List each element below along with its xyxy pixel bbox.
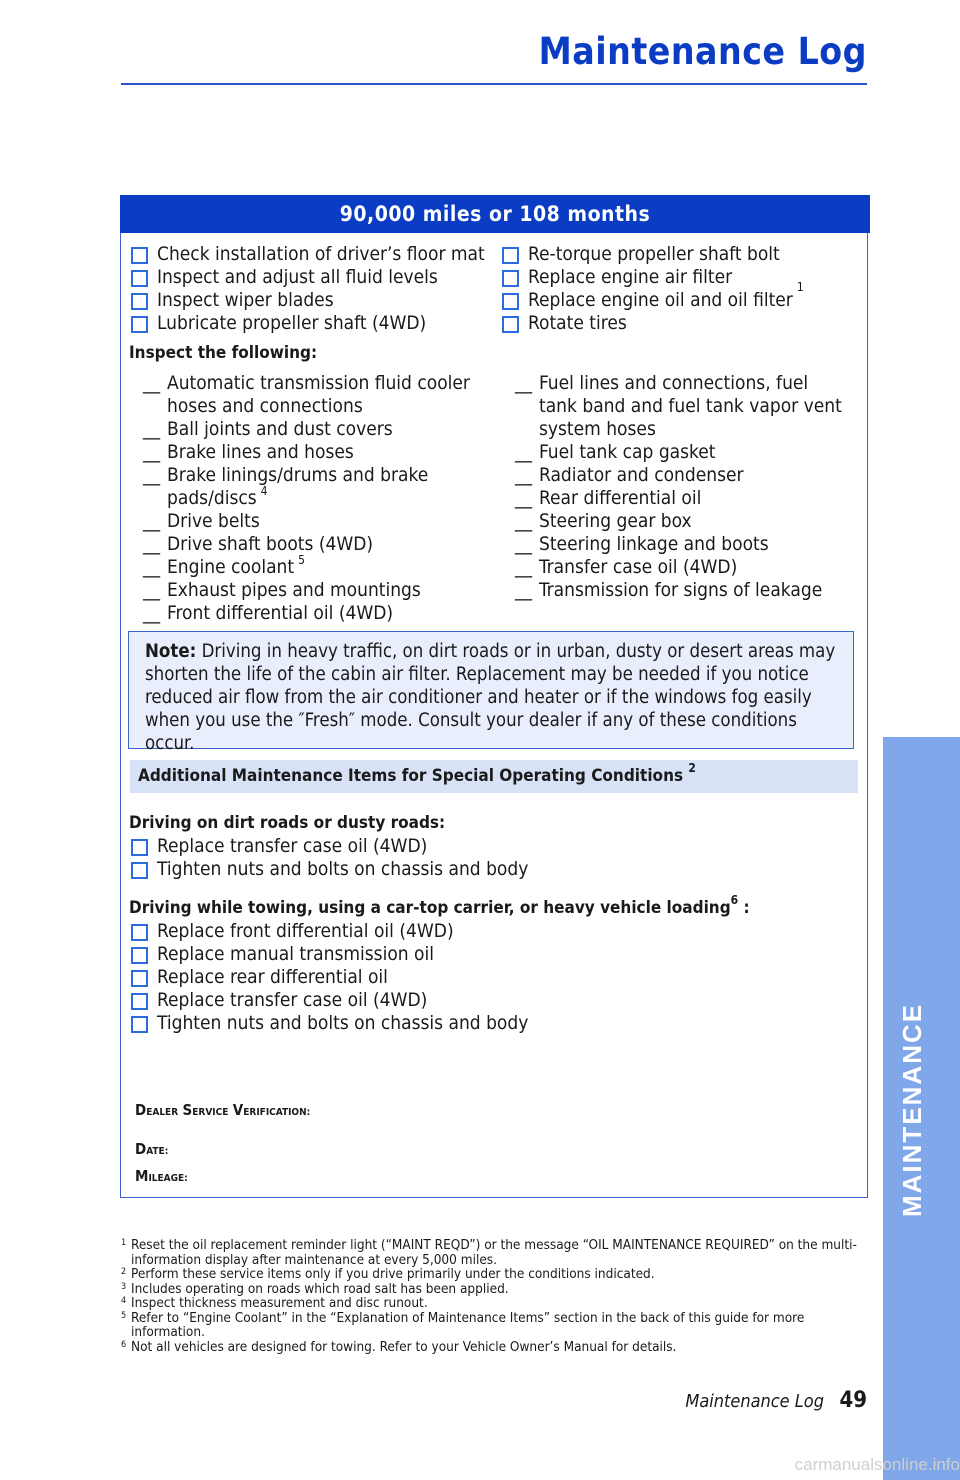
inspect-item-blank[interactable]: __ bbox=[143, 533, 161, 555]
note-box bbox=[128, 631, 854, 754]
inspect-item-text bbox=[539, 510, 850, 533]
inspect-item-text bbox=[167, 579, 473, 602]
inspect-item-label: Ball joints and dust covers bbox=[167, 418, 393, 440]
page-number: 49 bbox=[839, 1388, 867, 1413]
footnote-ref: 4 bbox=[260, 483, 268, 498]
note-label: Note: bbox=[145, 641, 197, 662]
inspect-item-blank[interactable]: __ bbox=[515, 579, 533, 601]
footnote-text: Reset the oil replacement reminder light (“MAINT REQD”) or the message “OIL MAINTENANCE REQUIRED” on the multi-information display after maintenance at every 5,000 miles. bbox=[131, 1237, 857, 1268]
inspect-item bbox=[143, 510, 473, 533]
footnote-number: 5 bbox=[121, 1310, 127, 1321]
inspect-item-label: Fuel lines and connections, fuel tank band and fuel tank vapor vent system hoses bbox=[539, 372, 842, 440]
inspect-item bbox=[515, 487, 850, 510]
inspect-item-blank[interactable]: __ bbox=[143, 579, 161, 601]
checklist-left bbox=[130, 243, 485, 335]
inspect-item-text bbox=[539, 441, 850, 464]
inspect-item bbox=[515, 441, 850, 464]
inspect-item-text bbox=[167, 602, 473, 625]
checklist-item-label: Replace transfer case oil (4WD) bbox=[157, 989, 428, 1011]
inspect-item-label: Automatic transmission fluid cooler hoses and connections bbox=[167, 372, 470, 417]
checklist-item-label: Replace transfer case oil (4WD) bbox=[157, 835, 428, 857]
checklist-item bbox=[130, 1012, 528, 1035]
footnote-text: Includes operating on roads which road salt has been applied. bbox=[131, 1280, 509, 1297]
inspect-item bbox=[143, 372, 473, 418]
inspect-item-text bbox=[167, 372, 473, 418]
inspect-item bbox=[143, 533, 473, 556]
checklist-item bbox=[130, 920, 528, 943]
dealer-verification-block bbox=[135, 1100, 310, 1189]
checklist-item-label: Replace engine oil and oil filter bbox=[528, 289, 793, 311]
title-divider bbox=[121, 83, 867, 85]
footnote-number: 4 bbox=[121, 1296, 127, 1306]
inspect-item-text bbox=[167, 464, 473, 510]
inspect-item-blank[interactable]: __ bbox=[515, 464, 533, 486]
inspect-item-label: Exhaust pipes and mountings bbox=[167, 579, 421, 601]
inspect-item-label: Fuel tank cap gasket bbox=[539, 441, 716, 463]
footnote-text: Perform these service items only if you drive primarily under the conditions indicated. bbox=[131, 1266, 655, 1282]
inspect-item-blank[interactable]: __ bbox=[143, 510, 161, 532]
checkbox[interactable] bbox=[131, 293, 148, 310]
checkbox[interactable] bbox=[131, 1016, 148, 1033]
inspect-item-blank[interactable]: __ bbox=[143, 464, 161, 486]
checkbox[interactable] bbox=[131, 862, 148, 879]
inspect-item-blank[interactable]: __ bbox=[515, 441, 533, 463]
checkbox[interactable] bbox=[502, 316, 519, 333]
footnote-number: 3 bbox=[121, 1281, 127, 1292]
inspect-item-label: Transmission for signs of leakage bbox=[539, 579, 823, 601]
inspect-item bbox=[143, 579, 473, 602]
date-label: DATE: bbox=[135, 1140, 169, 1158]
inspect-item-blank[interactable]: __ bbox=[515, 556, 533, 578]
checklist-item-label: Tighten nuts and bolts on chassis and body bbox=[157, 1012, 529, 1034]
inspect-item-label: Brake lines and hoses bbox=[167, 441, 354, 463]
checklist-item bbox=[130, 966, 528, 989]
side-section-tab-label: MAINTENANCE bbox=[897, 1002, 927, 1218]
checkbox[interactable] bbox=[131, 993, 148, 1010]
condition-items bbox=[130, 920, 528, 1035]
inspect-item-text bbox=[539, 579, 850, 602]
inspect-item bbox=[143, 552, 473, 579]
page-title: Maintenance Log bbox=[538, 30, 867, 73]
checklist-item bbox=[130, 989, 528, 1012]
additional-maintenance-heading bbox=[130, 760, 858, 793]
condition-items bbox=[130, 835, 528, 881]
inspect-item bbox=[143, 464, 473, 510]
checkbox[interactable] bbox=[131, 270, 148, 287]
inspect-item-label: Front differential oil (4WD) bbox=[167, 602, 394, 624]
condition-heading-text: Driving on dirt roads or dusty roads: bbox=[129, 813, 446, 833]
inspect-item-text bbox=[167, 552, 473, 579]
inspect-item-label: Rear differential oil bbox=[539, 487, 702, 509]
condition-heading bbox=[129, 893, 750, 918]
footnote bbox=[121, 1238, 863, 1267]
checklist-right bbox=[501, 243, 804, 335]
additional-footnote-ref: 2 bbox=[688, 761, 696, 776]
checklist-item bbox=[130, 266, 485, 289]
inspect-item bbox=[143, 418, 473, 441]
interval-header: 90,000 miles or 108 months bbox=[120, 195, 870, 233]
inspect-item-text bbox=[167, 441, 473, 464]
inspect-item-label: Transfer case oil (4WD) bbox=[539, 556, 738, 578]
checkbox[interactable] bbox=[131, 839, 148, 856]
footnote-text: Refer to “Engine Coolant” in the “Explanation of Maintenance Items” section in the back of this guide for more information. bbox=[131, 1309, 805, 1340]
condition-heading-suffix: : bbox=[738, 898, 750, 918]
inspect-item-label: Steering gear box bbox=[539, 510, 692, 532]
inspect-item-text bbox=[539, 533, 850, 556]
inspect-item bbox=[143, 602, 473, 625]
inspect-item-label: Brake linings/drums and brake pads/discs bbox=[167, 464, 429, 509]
checklist-item-label: Replace front differential oil (4WD) bbox=[157, 920, 454, 942]
additional-title: Additional Maintenance Items for Special Operating Conditions bbox=[138, 766, 684, 786]
footnote-number: 6 bbox=[121, 1339, 127, 1350]
checklist-item-label: Tighten nuts and bolts on chassis and body bbox=[157, 858, 529, 880]
inspect-item-text bbox=[539, 556, 850, 579]
checklist-item-label: Replace manual transmission oil bbox=[157, 943, 434, 965]
checklist-item-label: Inspect and adjust all fluid levels bbox=[157, 266, 438, 288]
footer-section-label: Maintenance Log bbox=[685, 1391, 824, 1412]
inspect-list-left bbox=[143, 372, 473, 625]
checklist-item-label: Inspect wiper blades bbox=[157, 289, 334, 311]
inspect-item-blank[interactable]: __ bbox=[143, 372, 161, 394]
inspect-item-blank[interactable]: __ bbox=[515, 533, 533, 555]
inspect-item bbox=[515, 533, 850, 556]
checklist-item-label: Replace engine air filter bbox=[528, 266, 733, 288]
inspect-item-label: Drive shaft boots (4WD) bbox=[167, 533, 374, 555]
inspect-item-label: Radiator and condenser bbox=[539, 464, 744, 486]
footnote-number: 1 bbox=[121, 1238, 127, 1248]
inspect-item bbox=[515, 464, 850, 487]
checklist-item-label: Replace rear differential oil bbox=[157, 966, 388, 988]
inspect-item-text bbox=[539, 464, 850, 487]
checklist-item bbox=[130, 858, 528, 881]
checklist-item: Replace engine oil and oil filter $^1$ bbox=[501, 289, 804, 312]
footnote bbox=[121, 1296, 863, 1311]
inspect-item bbox=[515, 579, 850, 602]
dealer-service-verification-label: DEALER SERVICE VERIFICATION: bbox=[135, 1101, 311, 1119]
checklist-item-label: Rotate tires bbox=[528, 312, 627, 334]
inspect-item-text bbox=[539, 487, 850, 510]
checkbox[interactable] bbox=[502, 247, 519, 264]
inspect-list-right bbox=[515, 372, 850, 602]
checklist-item bbox=[130, 312, 485, 335]
inspect-item-label: Drive belts bbox=[167, 510, 260, 532]
footnote-ref: 5 bbox=[298, 552, 305, 567]
inspect-item bbox=[515, 556, 850, 579]
footnote-ref: 6 bbox=[730, 893, 739, 908]
inspect-item-text bbox=[167, 418, 473, 441]
inspect-item-label: Engine coolant bbox=[167, 556, 295, 578]
checklist-item bbox=[501, 266, 804, 289]
footnote-number: 2 bbox=[121, 1267, 127, 1277]
checkbox[interactable] bbox=[502, 270, 519, 287]
checkbox[interactable] bbox=[131, 970, 148, 987]
note-text: Driving in heavy traffic, on dirt roads or in urban, dusty or desert areas may shorten the life of the cabin air filter. Replacement may be needed if you notice reduced air flow from the air conditioner and heater or if the windows fog easily when you use the ″Fresh″ mode. Consult your dealer if any of these conditions occur. bbox=[145, 641, 836, 754]
inspect-item-blank[interactable]: __ bbox=[515, 487, 533, 509]
checklist-item-label: Re-torque propeller shaft bolt bbox=[528, 243, 780, 265]
checklist-item-label: Lubricate propeller shaft (4WD) bbox=[157, 312, 427, 334]
inspect-item-text bbox=[167, 510, 473, 533]
footnote bbox=[121, 1282, 863, 1297]
checklist-item bbox=[130, 835, 528, 858]
inspect-item-label: Steering linkage and boots bbox=[539, 533, 769, 555]
inspect-item-blank[interactable]: __ bbox=[143, 556, 161, 578]
inspect-item bbox=[515, 510, 850, 533]
inspect-item bbox=[515, 372, 850, 441]
checklist-item bbox=[130, 943, 528, 966]
checkbox[interactable] bbox=[131, 924, 148, 941]
condition-heading bbox=[129, 813, 445, 833]
footnote bbox=[121, 1340, 863, 1355]
inspect-item-text bbox=[167, 533, 473, 556]
inspect-item-text bbox=[539, 372, 850, 441]
inspect-item-blank[interactable]: __ bbox=[143, 602, 161, 624]
checklist-item bbox=[130, 243, 485, 266]
footnote bbox=[121, 1311, 863, 1340]
footnote-text: Not all vehicles are designed for towing. Refer to your Vehicle Owner’s Manual for details. bbox=[131, 1338, 677, 1355]
watermark: carmanualsonline.info bbox=[794, 1455, 960, 1474]
condition-heading-text: Driving while towing, using a car-top carrier, or heavy vehicle loading bbox=[129, 898, 731, 918]
checkbox[interactable] bbox=[131, 316, 148, 333]
footnote-text: Inspect thickness measurement and disc runout. bbox=[131, 1295, 428, 1311]
inspect-item-blank[interactable]: __ bbox=[143, 418, 161, 440]
footnotes bbox=[121, 1238, 863, 1354]
footnote bbox=[121, 1267, 863, 1282]
checkbox[interactable] bbox=[502, 293, 519, 310]
checklist-item bbox=[501, 312, 804, 335]
checklist-item bbox=[130, 289, 485, 312]
checklist-item-label: Check installation of driver’s floor mat bbox=[157, 243, 485, 265]
inspect-item-blank[interactable]: __ bbox=[143, 441, 161, 463]
checklist-item bbox=[501, 243, 804, 266]
inspect-item-blank[interactable]: __ bbox=[515, 510, 533, 532]
inspect-item-blank[interactable]: __ bbox=[515, 372, 533, 394]
inspect-heading: Inspect the following: bbox=[129, 343, 318, 363]
mileage-label: MILEAGE: bbox=[135, 1167, 188, 1185]
inspect-item bbox=[143, 441, 473, 464]
checkbox[interactable] bbox=[131, 247, 148, 264]
checkbox[interactable] bbox=[131, 947, 148, 964]
